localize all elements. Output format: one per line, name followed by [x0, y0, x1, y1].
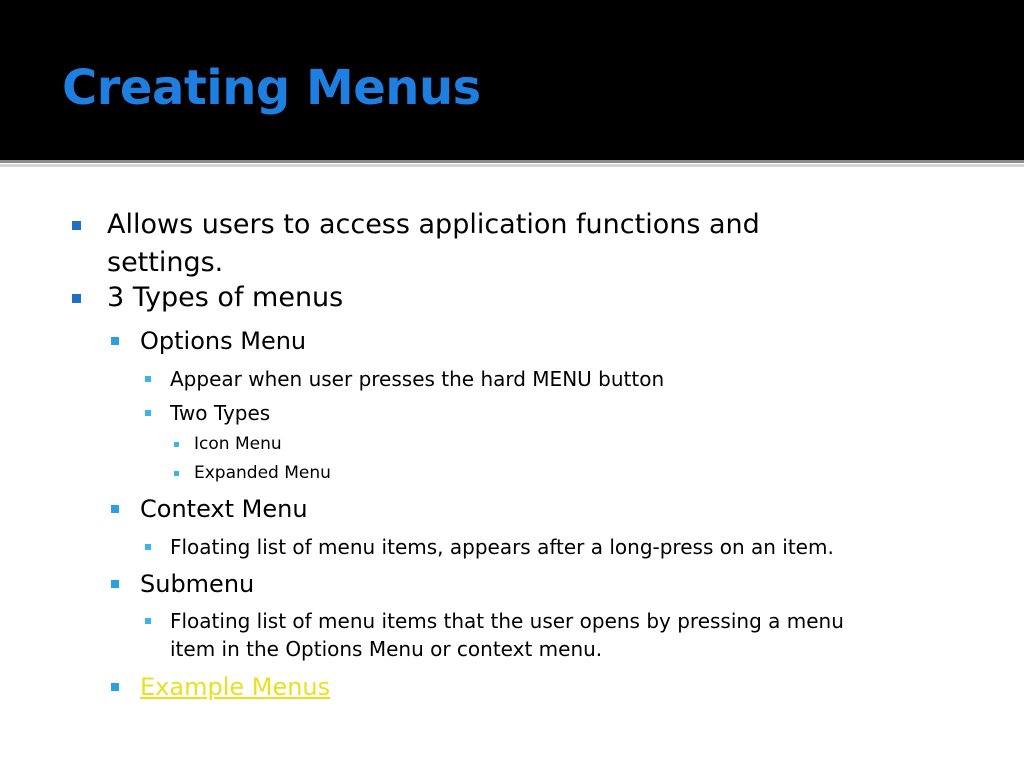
square-bullet-icon: [174, 471, 179, 476]
square-bullet-icon: [111, 580, 119, 588]
bullet-text: Icon Menu: [194, 434, 282, 454]
square-bullet-icon: [111, 337, 119, 345]
square-bullet-icon: [111, 505, 119, 513]
square-bullet-icon: [72, 294, 81, 303]
bullet-text: Expanded Menu: [194, 463, 331, 483]
bullet-text: Two Types: [170, 401, 271, 425]
square-bullet-icon: [145, 376, 151, 382]
bullet-text-continuation: item in the Options Menu or context menu.: [170, 637, 603, 661]
square-bullet-icon: [145, 410, 151, 416]
example-menus-link[interactable]: Example Menus: [140, 673, 331, 701]
square-bullet-icon: [174, 442, 179, 447]
bullet-text: Floating list of menu items, appears after a long-press on an item.: [170, 535, 834, 559]
bullet-text: Appear when user presses the hard MENU button: [170, 367, 665, 391]
bullet-text-continuation: settings.: [107, 247, 224, 278]
slide-title: Creating Menus: [62, 60, 481, 116]
bullet-text: Floating list of menu items that the user opens by pressing a menu: [170, 609, 844, 633]
bullet-text: Options Menu: [140, 327, 307, 355]
square-bullet-icon: [111, 683, 119, 691]
bullet-text: Submenu: [140, 570, 255, 598]
square-bullet-icon: [145, 618, 151, 624]
square-bullet-icon: [72, 221, 81, 230]
square-bullet-icon: [145, 544, 151, 550]
bullet-text: Allows users to access application functions and: [107, 209, 760, 240]
bullet-text: 3 Types of menus: [107, 282, 344, 313]
bullet-text: Context Menu: [140, 495, 308, 523]
